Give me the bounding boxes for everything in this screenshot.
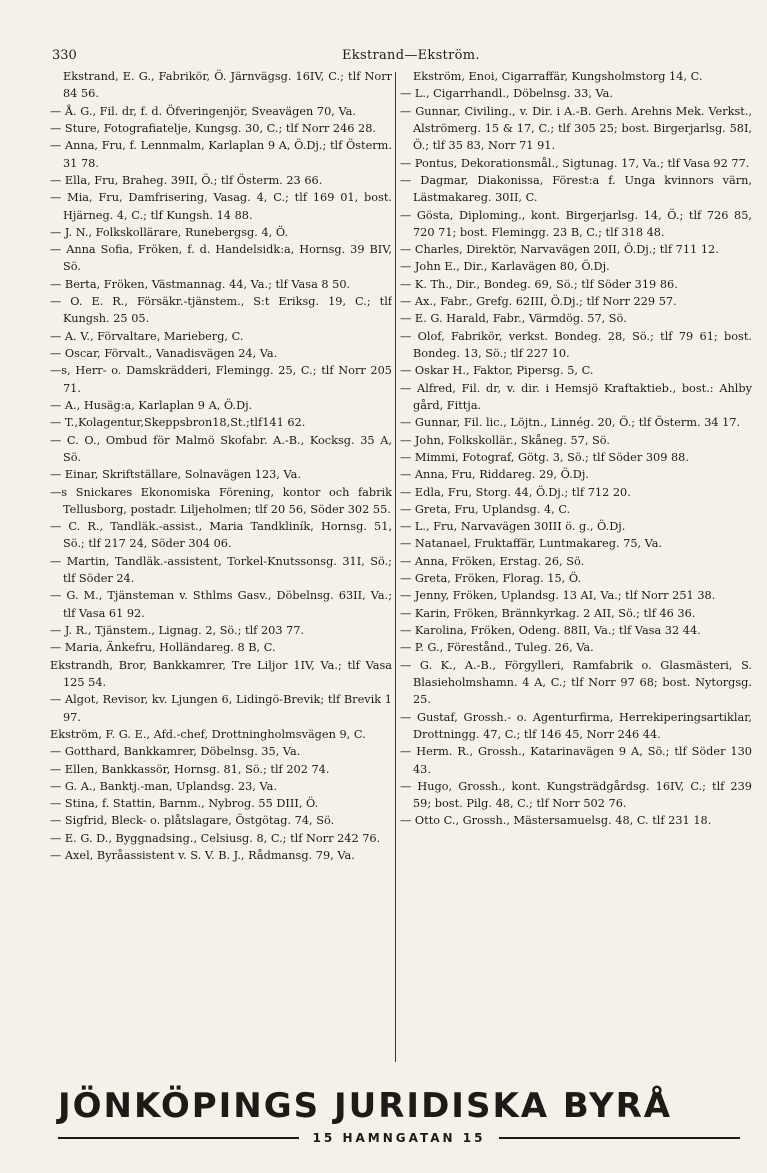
page-number: 330 bbox=[52, 48, 77, 63]
directory-entry: —s Snickares Ekonomiska Förening, kontor och fabrik Tellusborg, postadr. Liljeholmen; tlf 20 56, Söder 302 55. bbox=[50, 485, 392, 516]
directory-entry: — Karolina, Fröken, Odeng. 88II, Va.; tlf Vasa 32 44. bbox=[400, 624, 701, 637]
advertisement-address bbox=[58, 1130, 740, 1146]
directory-entry: — P. G., Förestånd., Tuleg. 26, Va. bbox=[400, 641, 594, 655]
directory-entry: — Gunnar, Civiling., v. Dir. i A.-B. Gerh. Arehns Mek. Verkst., Alströmerg. 15 & 17, C.; tlf 305 25; bost. Birgerjarlsg. 58I, Ö.; tlf 35 83, Norr 71 91. bbox=[400, 104, 752, 153]
directory-entry: — Natanael, Fruktaffär, Luntmakareg. 75, Va. bbox=[400, 537, 663, 551]
directory-entry: — Karin, Fröken, Brännkyrkag. 2 AII, Sö.; tlf 46 36. bbox=[400, 606, 696, 620]
advertisement-banner: JÖNKÖPINGS JURIDISKA BYRÅ bbox=[58, 1086, 673, 1126]
directory-entry: Ekström, Enoi, Cigarraffär, Kungsholmstorg 14, C. bbox=[413, 70, 703, 83]
right-column bbox=[400, 68, 752, 1068]
directory-entry: — John E., Dir., Karlavägen 80, Ö.Dj. bbox=[400, 260, 610, 274]
directory-entry: — T.,Kolagentur,Skeppsbron18,St.;tlf141 62. bbox=[50, 416, 306, 430]
directory-entry: — Dagmar, Diakonissa, Förest:a f. Unga kvinnors värn, Lästmakareg. 30II, C. bbox=[400, 173, 752, 205]
directory-entry: — Gunnar, Fil. lic., Löjtn., Linnég. 20, Ö.; tlf Österm. 34 17. bbox=[400, 416, 741, 430]
directory-entry: — A., Husäg:a, Karlaplan 9 A, Ö.Dj. bbox=[50, 398, 253, 412]
directory-entry: — A. V., Förvaltare, Marieberg, C. bbox=[50, 329, 244, 343]
directory-entry: — Gösta, Diploming., kont. Birgerjarlsg. 14, Ö.; tlf 726 85, 720 71; bost. Flemingg. 23 B, C.; tlf 318 48. bbox=[400, 208, 752, 239]
directory-entry: — Anna, Fru, f. Lennmalm, Karlaplan 9 A, Ö.Dj.; tlf Österm. 31 78. bbox=[50, 139, 392, 170]
directory-entry: — Greta, Fru, Uplandsg. 4, C. bbox=[400, 502, 571, 516]
directory-entry: — Stina, f. Stattin, Barnm., Nybrog. 55 DIII, Ö. bbox=[50, 797, 319, 811]
running-title: Ekstrand—Ekström. bbox=[342, 48, 480, 63]
address-rule-left bbox=[58, 1137, 299, 1139]
directory-entry: — Greta, Fröken, Florag. 15, Ö. bbox=[400, 572, 582, 586]
directory-entry: — C. O., Ombud för Malmö Skofabr. A.-B., Kocksg. 35 A, Sö. bbox=[50, 433, 392, 464]
directory-entry: — Alfred, Fil. dr, v. dir. i Hemsjö Kraftaktieb., bost.: Ahlby gård, Fittja. bbox=[400, 381, 752, 412]
directory-entry: — Ellen, Bankkassör, Hornsg. 81, Sö.; tlf 202 74. bbox=[50, 762, 330, 776]
directory-entry: — John, Folkskollär., Skåneg. 57, Sö. bbox=[400, 433, 610, 447]
directory-entry: — Maria, Änkefru, Holländareg. 8 B, C. bbox=[50, 641, 276, 655]
directory-entry: — Einar, Skriftställare, Solnavägen 123, Va. bbox=[50, 468, 301, 482]
directory-entry: — Edla, Fru, Storg. 44, Ö.Dj.; tlf 712 20. bbox=[400, 485, 631, 499]
directory-entry: — Sture, Fotografiatelje, Kungsg. 30, C.; tlf Norr 246 28. bbox=[50, 121, 377, 135]
directory-entry: —s, Herr- o. Damskrädderi, Flemingg. 25, C.; tlf Norr 205 71. bbox=[50, 364, 392, 395]
directory-entry: — Olof, Fabrikör, verkst. Bondeg. 28, Sö.; tlf 79 61; bost. Bondeg. 13, Sö.; tlf 227 10. bbox=[400, 329, 752, 360]
directory-entry: — E. G. D., Byggnadsing., Celsiusg. 8, C.; tlf Norr 242 76. bbox=[50, 831, 381, 845]
directory-entry: — J. R., Tjänstem., Lignag. 2, Sö.; tlf 203 77. bbox=[50, 624, 305, 637]
directory-entry: — Gustaf, Grossh.- o. Agenturfirma, Herrekiperingsartiklar, Drottningg. 47, C.; tlf 146 45, Norr 246 44. bbox=[400, 710, 752, 741]
directory-entry: Ekstrand, E. G., Fabrikör, Ö. Järnvägsg. 16IV, C.; tlf Norr 84 56. bbox=[63, 70, 392, 101]
page-header bbox=[52, 48, 743, 68]
address-rule-right bbox=[499, 1137, 740, 1139]
address-text: 15 HAMNGATAN 15 bbox=[312, 1131, 486, 1145]
directory-entry: — Algot, Revisor, kv. Ljungen 6, Lidingö-Brevik; tlf Brevik 1 97. bbox=[50, 693, 392, 724]
directory-entry: — G. A., Banktj.-man, Uplandsg. 23, Va. bbox=[50, 779, 277, 793]
directory-entry: — Anna Sofia, Fröken, f. d. Handelsidk:a, Hornsg. 39 BIV, Sö. bbox=[50, 243, 392, 274]
left-column bbox=[50, 68, 392, 1068]
directory-entry: — Mimmi, Fotograf, Götg. 3, Sö.; tlf Söder 309 88. bbox=[400, 450, 689, 464]
directory-entry: — Berta, Fröken, Västmannag. 44, Va.; tlf Vasa 8 50. bbox=[50, 277, 351, 291]
directory-entry: — Mia, Fru, Damfrisering, Vasag. 4, C.; tlf 169 01, bost. Hjärneg. 4, C.; tlf Kungsh. 14 88. bbox=[50, 191, 392, 222]
directory-entry: — Oskar H., Faktor, Pipersg. 5, C. bbox=[400, 364, 594, 378]
column-divider bbox=[395, 72, 396, 1062]
directory-entry: — Sigfrid, Bleck- o. plåtslagare, Östgötag. 74, Sö. bbox=[50, 814, 335, 828]
directory-entry: — Gotthard, Bankkamrer, Döbelnsg. 35, Va. bbox=[50, 745, 301, 759]
directory-entry: — C. R., Tandläk.-assist., Maria Tandkliník, Hornsg. 51, Sö.; tlf 217 24, Söder 304 06. bbox=[50, 520, 392, 551]
directory-entry: — Charles, Direktör, Narvavägen 20II, Ö.Dj.; tlf 711 12. bbox=[400, 243, 719, 257]
directory-entry: — Herm. R., Grossh., Katarinavägen 9 A, Sö.; tlf Söder 130 43. bbox=[400, 745, 752, 776]
directory-entry: — Anna, Fru, Riddareg. 29, Ö.Dj. bbox=[400, 468, 589, 482]
directory-entry: — G. K., A.-B., Förgylleri, Ramfabrik o. Glasmästeri, S. Blasieholmshamn. 4 A, C.; tlf Norr 97 68; bost. Nytorgsg. 25. bbox=[400, 658, 752, 707]
directory-entry: — O. E. R., Försäkr.-tjänstem., S:t Eriksg. 19, C.; tlf Kungsh. 25 05. bbox=[50, 295, 392, 326]
directory-entry: — Pontus, Dekorationsmål., Sigtunag. 17, Va.; tlf Vasa 92 77. bbox=[400, 156, 750, 170]
directory-entry: Ekstrandh, Bror, Bankkamrer, Tre Liljor 1IV, Va.; tlf Vasa 125 54. bbox=[50, 658, 392, 689]
directory-entry: — L., Cigarrhandl., Döbelnsg. 33, Va. bbox=[400, 87, 613, 101]
directory-entry: — Oscar, Förvalt., Vanadisvägen 24, Va. bbox=[50, 347, 278, 360]
directory-entry: — Jenny, Fröken, Uplandsg. 13 AI, Va.; tlf Norr 251 38. bbox=[400, 589, 716, 603]
directory-entry: — L., Fru, Narvavägen 30III ö. g., Ö.Dj. bbox=[400, 520, 626, 534]
directory-entry: — Å. G., Fil. dr, f. d. Öfveringenjör, Sveavägen 70, Va. bbox=[50, 104, 356, 118]
directory-entry: Ekström, F. G. E., Afd.-chef, Drottningholmsvägen 9, C. bbox=[50, 727, 366, 741]
directory-entry: — Anna, Fröken, Erstag. 26, Sö. bbox=[400, 554, 585, 568]
directory-entry: — Ella, Fru, Braheg. 39II, Ö.; tlf Österm. 23 66. bbox=[50, 173, 323, 187]
directory-entry: — K. Th., Dir., Bondeg. 69, Sö.; tlf Söder 319 86. bbox=[400, 277, 678, 291]
directory-entry: — G. M., Tjänsteman v. Sthlms Gasv., Döbelnsg. 63II, Va.; tlf Vasa 61 92. bbox=[50, 589, 392, 620]
directory-entry: — E. G. Harald, Fabr., Värmdög. 57, Sö. bbox=[400, 312, 627, 326]
directory-entry: — J. N., Folkskollärare, Runebergsg. 4, Ö. bbox=[50, 225, 289, 239]
directory-entry: — Hugo, Grossh., kont. Kungsträdgårdsg. 16IV, C.; tlf 239 59; bost. Pilg. 48, C.; tlf Norr 502 76. bbox=[400, 779, 752, 811]
directory-entry: — Martin, Tandläk.-assistent, Torkel-Knutssonsg. 31I, Sö.; tlf Söder 24. bbox=[50, 554, 392, 586]
directory-entry: — Axel, Byråassistent v. S. V. B. J., Rådmansg. 79, Va. bbox=[50, 849, 355, 863]
directory-entry: — Ax., Fabr., Grefg. 62III, Ö.Dj.; tlf Norr 229 57. bbox=[400, 295, 677, 309]
directory-entry: — Otto C., Grossh., Mästersamuelsg. 48, C. tlf 231 18. bbox=[400, 814, 712, 828]
